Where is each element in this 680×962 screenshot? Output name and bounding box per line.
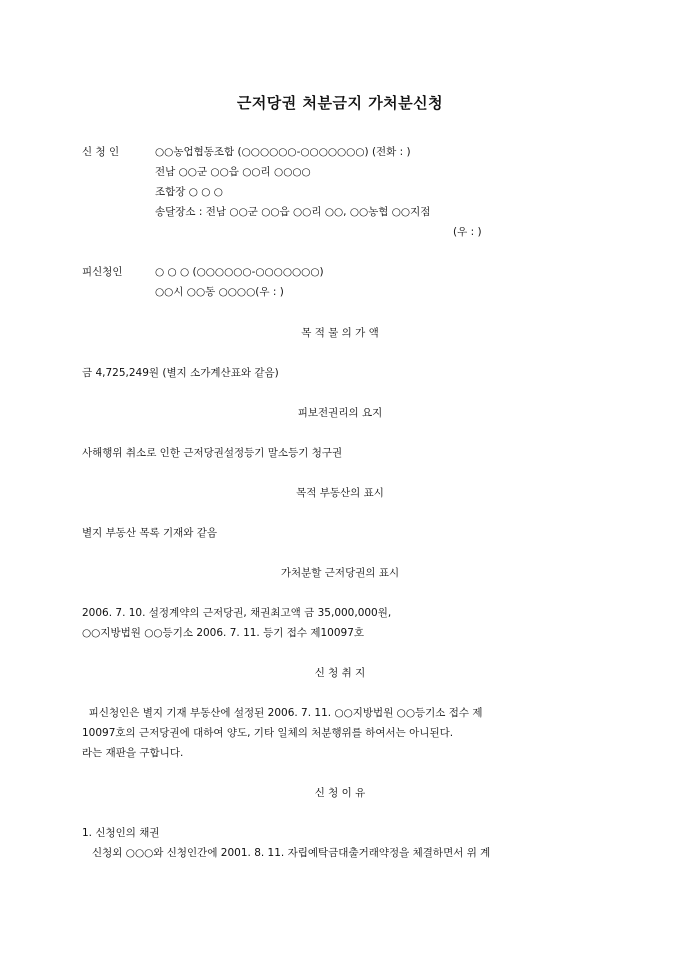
preserved-right-text: 사해행위 취소로 인한 근저당권설정등기 말소등기 청구권 (82, 447, 343, 459)
document-title: 근저당권 처분금지 가처분신청 (236, 94, 444, 112)
property-heading: 목적 부동산의 표시 (296, 487, 384, 499)
target-value-heading: 목 적 물 의 가 액 (301, 327, 379, 339)
mortgage-line-1: 2006. 7. 10. 설정계약의 근저당권, 채권최고액 금 35,000,000원, (82, 607, 392, 619)
purpose-heading: 신 청 취 지 (314, 667, 366, 679)
respondent-label: 피신청인 (82, 266, 123, 278)
mortgage-heading: 가처분할 근저당권의 표시 (280, 567, 400, 579)
respondent-name-line: ○ ○ ○ (○○○○○○-○○○○○○○) (155, 266, 324, 278)
applicant-label: 신 청 인 (82, 146, 120, 158)
purpose-line-1: 피신청인은 별지 기재 부동산에 설정된 2006. 7. 11. ○○지방법원 ○○등기소 접수 제 (82, 707, 483, 719)
target-value-text: 금 4,725,249원 (별지 소가계산표와 같음) (82, 367, 279, 379)
reason-item-1-line-1: 신청외 ○○○와 신청인간에 2001. 8. 11. 자립예탁금대출거래약정을 체결하면서 위 계 (82, 847, 491, 859)
applicant-address: 전남 ○○군 ○○읍 ○○리 ○○○○ (155, 166, 311, 178)
property-text: 별지 부동산 목록 기재와 같음 (82, 527, 218, 539)
reason-heading: 신 청 이 유 (314, 787, 366, 799)
applicant-postal-code: (우 : ) (453, 226, 482, 238)
applicant-delivery-address: 송달장소 : 전남 ○○군 ○○읍 ○○리 ○○, ○○농협 ○○지점 (155, 206, 431, 218)
preserved-right-heading: 피보전권리의 요지 (297, 407, 383, 419)
applicant-representative: 조합장 ○ ○ ○ (155, 186, 223, 198)
respondent-address: ○○시 ○○동 ○○○○(우 : ) (155, 286, 284, 298)
mortgage-line-2: ○○지방법원 ○○등기소 2006. 7. 11. 등기 접수 제10097호 (82, 627, 365, 639)
purpose-line-2: 10097호의 근저당권에 대하여 양도, 기타 일체의 처분행위를 하여서는 아니된다. (82, 727, 454, 739)
reason-item-1-title: 1. 신청인의 채권 (82, 827, 160, 839)
applicant-name-line: ○○농업협동조합 (○○○○○○-○○○○○○○) (전화 : ) (155, 146, 411, 158)
purpose-line-3: 라는 재판을 구합니다. (82, 747, 184, 759)
